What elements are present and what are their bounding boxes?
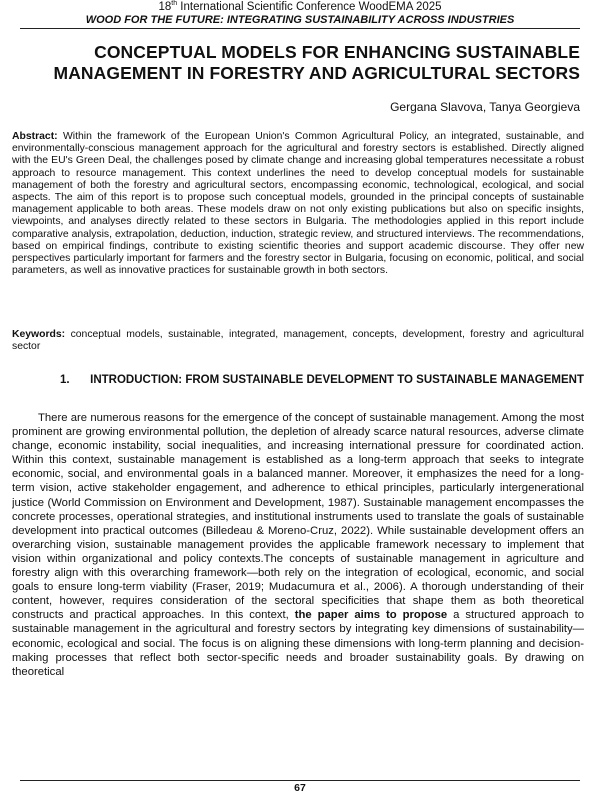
section-number: 1. xyxy=(60,374,70,386)
conference-line xyxy=(20,1,580,14)
ordinal-suffix: th xyxy=(171,0,178,8)
abstract-text: Within the framework of the European Union's Common Agricultural Policy, an integrated, sustainable, and environmentally-conscious management approach for the agricultural and forestry sectors is established. Directly aligned with the EU's Green Deal, the challenges posed by climate change and increasing global temperatures necessitate a robust approach to resource management. This context underlines the need to develop conceptual models for sustainable management of both the forestry and agricultural sectors, encompassing economic, technological, ecological, and social aspects. The aim of this report is to propose such conceptual models, grounded in the principal concepts of sustainable management applicable to both areas. These models draw on not only existing publications but also on specific insights, viewpoints, and analyses directly related to these sectors in Bulgaria. The methodologies applied in this report include comparative analysis, extrapolation, deduction, induction, strategic review, and structured interviews. The recommendations, based on empirical findings, contribute to existing scientific theories and support academic discourse. They offer new perspectives particularly important for farmers and the forestry sector in Bulgaria, focusing on economic, political, and social parameters, as well as innovative practices for sustainable growth in both sectors. xyxy=(12,131,584,277)
keywords-text: conceptual models, sustainable, integrated, management, concepts, development, forestry and agricultural sector xyxy=(12,329,584,353)
body-emphasis: the paper aims to propose xyxy=(294,609,448,622)
conference-ordinal: 18 xyxy=(158,1,172,13)
conference-name: International Scientific Conference WoodEMA 2025 xyxy=(177,1,442,13)
conference-theme: WOOD FOR THE FUTURE: INTEGRATING SUSTAINABILITY ACROSS INDUSTRIES xyxy=(85,14,515,26)
page-footer xyxy=(20,780,580,797)
abstract xyxy=(12,131,584,277)
body-paragraph xyxy=(12,411,584,763)
section-title: INTRODUCTION: FROM SUSTAINABLE DEVELOPMENT TO SUSTAINABLE MANAGEMENT xyxy=(90,374,584,386)
running-header xyxy=(20,0,580,29)
paper-title: CONCEPTUAL MODELS FOR ENHANCING SUSTAINABLE MANAGEMENT IN FORESTRY AND AGRICULTURAL SECTORS xyxy=(53,42,580,83)
abstract-label: Abstract: xyxy=(12,131,58,142)
keywords xyxy=(12,329,584,353)
section-heading xyxy=(60,374,584,388)
body-text-part-1: There are numerous reasons for the emergence of the concept of sustainable management. Among the most prominent are growing environmental pollution, the depletion of already scarce natural resources, adverse climate change, economic instability, social inequalities, and increasing international pressure for coordinated action. Within this context, sustainable management is established as a long-term approach that seeks to integrate economic, social, and environmental goals in a balanced manner. Moreover, it emphasizes the need for a long-term vision, active stakeholder engagement, and adherence to ethical principles, particularly intergenerational justice (World Commission on Environment and Development, 1987). Sustainable management encompasses the concrete processes, operational strategies, and institutional instruments used to translate the goals of sustainable development into practical outcomes (Billedeau & Moreno-Cruz, 2022). While sustainable development offers an overarching vision, sustainable management provides the applicable framework necessary to implement that vision within organizational and policy contexts.The concepts of sustainable management in agriculture and forestry align with this overarching framework—both rely on the integration of ecological, economic, and social goals to ensure long-term viability (Fraser, 2019; Mudacumura et al., 2006). A thorough understanding of their content, however, requires consideration of the sectoral specificities that shape them as both theoretical constructs and practical approaches. In this context, xyxy=(12,412,584,622)
page-number: 67 xyxy=(294,782,306,794)
paper-authors: Gergana Slavova, Tanya Georgieva xyxy=(390,100,580,114)
keywords-label: Keywords: xyxy=(12,329,66,340)
body-text-part-2: a structured approach to sustainable management in the agricultural and forestry sectors by integrating key dimensions of sustainability—economic, ecological and social. The focus is on aligning these dimensions with long-term planning and decision-making processes that reflect both sector-specific needs and broader sustainability goals. By drawing on theoretical xyxy=(12,609,584,678)
